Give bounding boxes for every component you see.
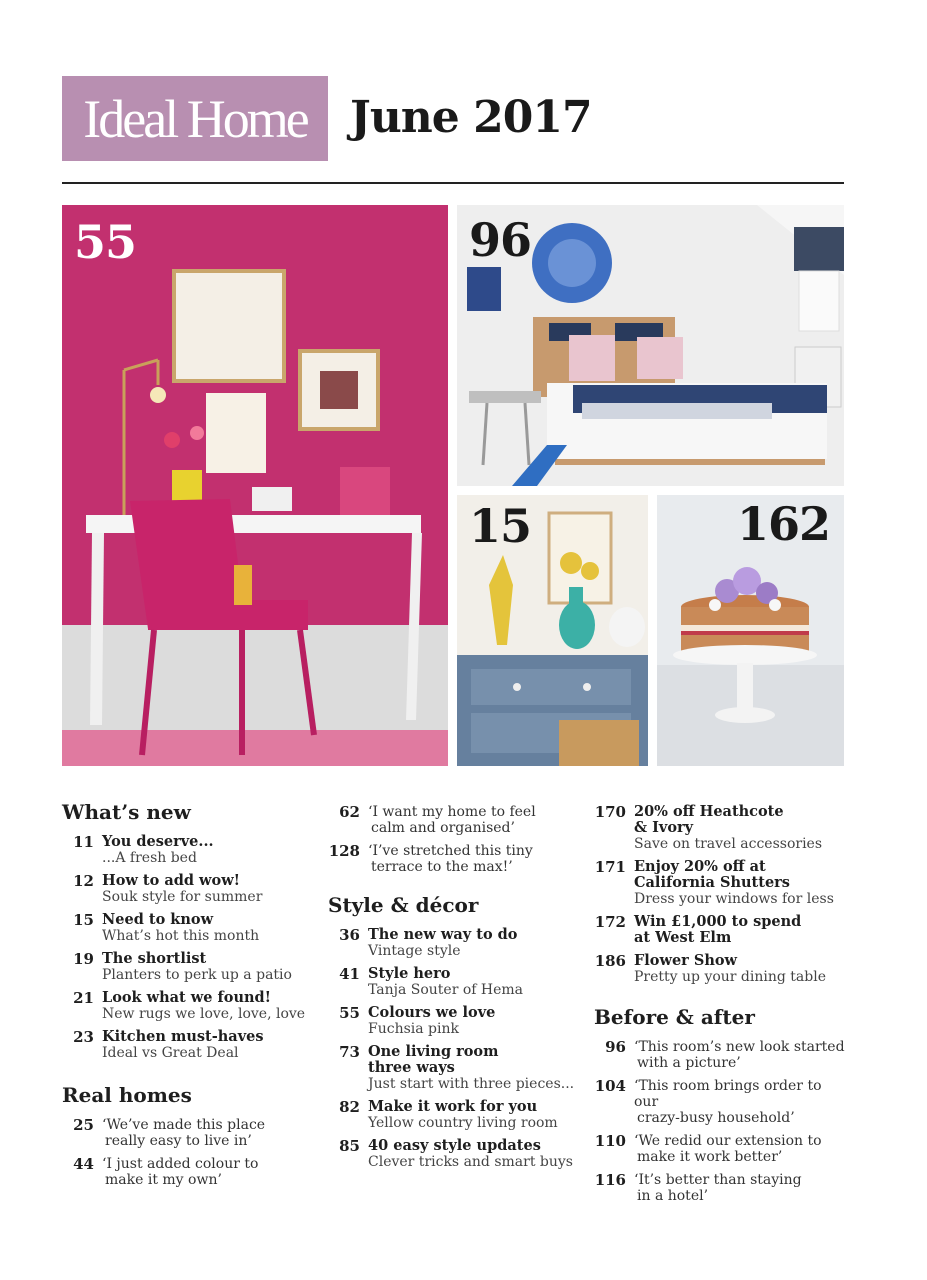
entry-subtitle: New rugs we love, love, love [102,1006,306,1022]
entry-quote-line2: with a picture’ [637,1055,741,1071]
entry-quote-line2: make it work better’ [637,1149,783,1165]
entry-title: Kitchen must-haves [102,1028,264,1045]
entry-subtitle: Pretty up your dining table [634,969,826,985]
contents-entry[interactable] [62,990,312,1022]
contents-entry[interactable] [328,1138,583,1170]
entry-quote-line2: terrace to the max!’ [371,859,513,875]
entry-title: Win £1,000 to spend [634,913,802,930]
entry-title: Look what we found! [102,989,272,1006]
entry-title-line2: & Ivory [634,819,694,836]
entry-title: Colours we love [368,1004,496,1021]
section-title-before-after: Before & after [594,1005,755,1029]
contents-entry[interactable] [594,914,849,946]
contents-entry[interactable] [328,1005,583,1037]
entry-subtitle: Souk style for summer [102,889,263,905]
entry-quote-line1: ‘We’ve made this place [102,1117,266,1133]
contents-entry[interactable] [594,804,849,852]
contents-entry[interactable] [594,1172,849,1204]
entry-quote-line2: crazy-busy household’ [637,1110,795,1126]
contents-entry[interactable] [328,1044,583,1092]
entry-quote-line1: ‘I’ve stretched this tiny [368,843,533,859]
contents-entry[interactable] [328,966,583,998]
page-number: 116 [594,1171,626,1189]
entry-title: How to add wow! [102,872,241,889]
entry-quote-line2: really easy to live in’ [105,1133,252,1149]
contents-entry[interactable] [62,912,312,944]
entry-quote-line1: ‘I want my home to feel [368,804,536,820]
page-number: 21 [73,989,94,1007]
page-number: 128 [328,842,360,860]
entry-title: You deserve... [102,833,214,850]
page-number: 172 [594,913,626,931]
entry-subtitle: Planters to perk up a patio [102,967,292,983]
entry-subtitle: Yellow country living room [368,1115,558,1131]
page-number: 170 [594,803,626,821]
entry-quote-line1: ‘This room brings order to our [634,1078,822,1110]
entry-title: Make it work for you [368,1098,538,1115]
page-number: 15 [73,911,94,929]
entry-subtitle: Fuchsia pink [368,1021,459,1037]
column-middle [328,804,583,1177]
photo-vases[interactable] [457,495,648,766]
page-number: 19 [73,950,94,968]
page-number: 96 [605,1038,626,1056]
page-number: 25 [73,1116,94,1134]
entry-title: Need to know [102,911,214,928]
entry-title: Style hero [368,965,451,982]
entry-quote-line1: ‘This room’s new look started [634,1039,845,1055]
header-divider [62,182,844,184]
entry-title: The new way to do [368,926,518,943]
page-number: 55 [339,1004,360,1022]
entry-quote-line1: ‘I just added colour to [102,1156,259,1172]
photo-bedroom[interactable] [457,205,844,486]
page-number: 62 [339,803,360,821]
entry-quote-line2: make it my own’ [105,1172,222,1188]
entry-title: 20% off Heathcote [634,803,784,820]
entry-title: The shortlist [102,950,207,967]
page-number: 23 [73,1028,94,1046]
contents-entry[interactable] [328,1099,583,1131]
entry-subtitle: ...A fresh bed [102,850,197,866]
page-number: 73 [339,1043,360,1061]
entry-quote-line1: ‘We redid our extension to [634,1133,822,1149]
entry-subtitle: Save on travel accessories [634,836,823,852]
page-number: 104 [594,1077,626,1095]
column-right [594,804,849,1211]
page-number-badge: 162 [737,497,831,551]
page-number: 11 [73,833,94,851]
photo-cake[interactable] [657,495,844,766]
contents-entry[interactable] [62,834,312,866]
issue-date: June 2017 [350,92,592,143]
entry-subtitle: Dress your windows for less [634,891,834,907]
entry-subtitle: Tanja Souter of Hema [368,982,524,998]
page-number-badge: 15 [469,499,532,553]
page-number: 171 [594,858,626,876]
entry-title: Enjoy 20% off at [634,858,766,875]
contents-entry[interactable] [328,927,583,959]
pink-study-illustration [62,205,448,766]
entry-title-line2: at West Elm [634,929,732,946]
entry-subtitle: What’s hot this month [102,928,260,944]
contents-entry[interactable] [594,1133,849,1165]
page-number: 44 [73,1155,94,1173]
contents-entry[interactable] [594,859,849,907]
section-title-whats-new: What’s new [62,800,191,824]
page-number: 36 [339,926,360,944]
contents-entry[interactable] [328,804,583,836]
page-number-badge: 96 [469,213,532,267]
entry-subtitle: Vintage style [368,943,461,959]
page-number: 12 [73,872,94,890]
entry-quote-line1: ‘It’s better than staying [634,1172,802,1188]
ideal-home-logo: Ideal Home [62,76,328,161]
contents-entry[interactable] [62,951,312,983]
column-left [62,800,312,1195]
contents-entry[interactable] [62,873,312,905]
contents-entry[interactable] [62,1029,312,1061]
contents-entry[interactable] [62,1117,312,1149]
contents-entry[interactable] [62,1156,312,1188]
section-title-real-homes: Real homes [62,1083,192,1107]
page-number: 41 [339,965,360,983]
entry-quote-line2: calm and organised’ [371,820,515,836]
contents-entry[interactable] [594,1078,849,1126]
entry-title-line2: California Shutters [634,874,790,891]
page-number-badge: 55 [74,215,137,269]
page-number: 186 [594,952,626,970]
contents-entry[interactable] [594,953,849,985]
entry-title: One living room [368,1043,499,1060]
entry-subtitle: Clever tricks and smart buys [368,1154,573,1170]
entry-title: 40 easy style updates [368,1137,541,1154]
section-title-style-decor: Style & décor [328,893,479,917]
entry-subtitle: Just start with three pieces... [368,1076,575,1092]
page-number: 110 [594,1132,626,1150]
photo-pink-study[interactable] [62,205,448,766]
contents-entry[interactable] [594,1039,849,1071]
entry-quote-line2: in a hotel’ [637,1188,709,1204]
page-number: 82 [339,1098,360,1116]
entry-title: Flower Show [634,952,738,969]
entry-subtitle: Ideal vs Great Deal [102,1045,239,1061]
contents-entry[interactable] [328,843,583,875]
page-number: 85 [339,1137,360,1155]
entry-title-line2: three ways [368,1059,455,1076]
